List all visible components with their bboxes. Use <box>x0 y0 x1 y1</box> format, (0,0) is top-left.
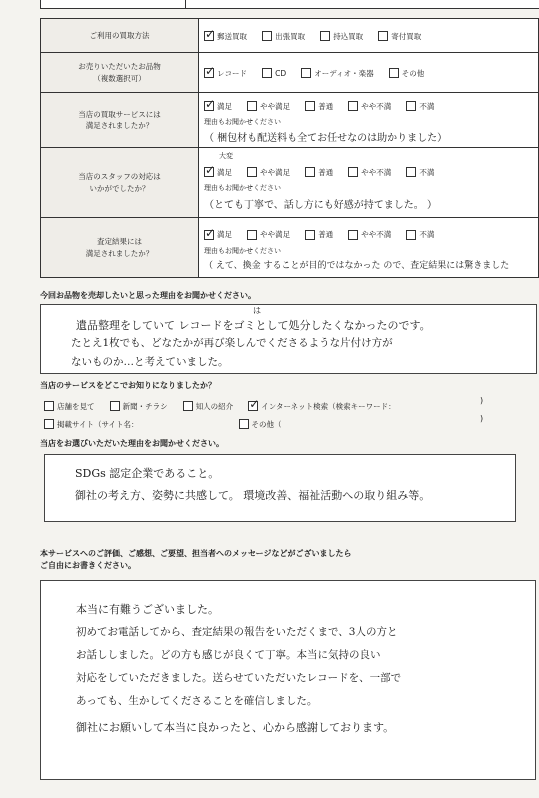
handwritten-answer: （とても丁寧で、話し方にも好感が持てました。 ） <box>204 200 437 211</box>
checkbox[interactable] <box>348 230 358 240</box>
option-somewhat-satisfied[interactable]: やや満足 <box>247 167 290 178</box>
option-dissatisfied[interactable]: 不満 <box>406 229 434 240</box>
checkbox[interactable] <box>378 31 388 41</box>
question-label: お売りいただいたお品物 （複数選択可） <box>41 53 199 93</box>
choice-reason-box <box>44 454 516 522</box>
option-referral[interactable]: 知人の紹介 <box>183 401 234 412</box>
question-label: 当店のスタッフの対応は いかがでしたか？ <box>41 148 199 218</box>
option-normal[interactable]: 普通 <box>305 101 333 112</box>
checkbox[interactable] <box>406 167 416 177</box>
option-record[interactable]: ✓ レコード <box>204 68 247 79</box>
option-visit[interactable]: 出張買取 <box>262 31 305 42</box>
top-table-edge <box>40 0 539 9</box>
option-somewhat-satisfied[interactable]: やや満足 <box>247 101 290 112</box>
option-normal[interactable]: 普通 <box>305 229 333 240</box>
sell-reason-box <box>40 304 537 374</box>
option-mail[interactable]: ✓ 郵送買取 <box>204 31 247 42</box>
checkbox[interactable] <box>204 230 214 240</box>
checkbox[interactable] <box>301 68 311 78</box>
checkbox[interactable] <box>248 401 258 411</box>
section-title-message: 本サービスへのご評価、ご感想、ご要望、担当者へのメッセージなどがございましたら <box>40 549 352 558</box>
option-audio[interactable]: オーディオ・楽器 <box>301 68 373 79</box>
checkbox[interactable] <box>406 101 416 111</box>
handwritten-line: 御社にお願いして本当に良かったと、心から感謝しております。 <box>76 721 395 734</box>
row-items <box>41 53 539 93</box>
handwritten-line: 初めてお電話してから、査定結果の報告をいただくまで、3人の方と <box>76 626 398 638</box>
checkbox[interactable] <box>348 167 358 177</box>
checkbox[interactable] <box>44 419 54 429</box>
checkbox[interactable] <box>262 68 272 78</box>
handwritten-line: 御社の考え方、姿勢に共感して。 環境改善、福祉活動への取り組み等。 <box>75 489 431 502</box>
option-cd[interactable]: CD <box>262 68 286 78</box>
handwritten-line: あっても、生かしてくださることを確信しました。 <box>76 695 318 707</box>
handwritten-answer: （ 梱包材も配送料も全てお任せなのは助かりました） <box>204 133 448 144</box>
row-purchase-method <box>41 19 539 53</box>
section-title-sell-reason: 今回お品物を売却したいと思った理由をお聞かせください。 <box>40 291 256 300</box>
survey-table <box>40 18 539 278</box>
handwritten-line: ないものか…と考えていました。 <box>71 356 229 368</box>
option-satisfied[interactable]: ✓ 満足 <box>204 167 232 178</box>
option-listing-site[interactable]: 掲載サイト（サイト名： <box>44 419 138 430</box>
question-label: 査定結果には 満足されましたか？ <box>41 218 199 278</box>
handwritten-line: お話ししました。どの方も感じが良くて丁寧。本当に気持の良い <box>76 649 381 661</box>
handwritten-line: 対応をしていただきました。送らせていただいたレコードを、一部で <box>76 672 402 684</box>
handwritten-line: たとえ1枚でも、どなたかが再び楽しんでくださるような片付け方が <box>71 337 393 349</box>
checkbox[interactable] <box>320 31 330 41</box>
checkbox[interactable] <box>305 101 315 111</box>
option-satisfied[interactable]: ✓ 満足 <box>204 229 232 240</box>
checkbox[interactable] <box>247 101 257 111</box>
row-appraisal-satisfaction <box>41 218 539 278</box>
source-options-row2 <box>44 414 534 433</box>
checkbox[interactable] <box>204 31 214 41</box>
option-somewhat-dissatisfied[interactable]: やや不満 <box>348 101 391 112</box>
checkbox[interactable] <box>305 167 315 177</box>
reason-label: 理由もお聞かせください <box>204 184 281 192</box>
checkbox[interactable] <box>406 230 416 240</box>
checkbox[interactable] <box>183 401 193 411</box>
option-normal[interactable]: 普通 <box>305 167 333 178</box>
close-paren: ) <box>480 396 484 405</box>
checkbox[interactable] <box>110 401 120 411</box>
checkbox[interactable] <box>305 230 315 240</box>
question-label: 当店の買取サービスには 満足されましたか？ <box>41 93 199 148</box>
row-staff-satisfaction <box>41 148 539 218</box>
close-paren: ) <box>480 414 484 423</box>
checkbox[interactable] <box>247 167 257 177</box>
option-dissatisfied[interactable]: 不満 <box>406 101 434 112</box>
handwritten-line: 本当に有難うございました。 <box>76 603 219 616</box>
checkbox[interactable] <box>389 68 399 78</box>
section-title-choice-reason: 当店をお選びいただいた理由をお聞かせください。 <box>40 439 224 448</box>
row-service-satisfaction <box>41 93 539 148</box>
option-other[interactable]: その他 <box>389 68 425 79</box>
option-internet-search[interactable]: ✓ インターネット検索（検索キーワード： <box>248 401 395 412</box>
message-box <box>40 580 536 780</box>
handwritten-line: SDGs 認定企業であること。 <box>75 467 220 480</box>
reason-label: 理由もお聞かせください <box>204 118 281 126</box>
option-somewhat-dissatisfied[interactable]: やや不満 <box>348 229 391 240</box>
checkbox[interactable] <box>204 167 214 177</box>
checkbox[interactable] <box>204 101 214 111</box>
checkbox[interactable] <box>239 419 249 429</box>
handwritten-line: 遺品整理をしていて レコードをゴミとして処分したくなかったのです。 <box>76 319 431 332</box>
checkbox[interactable] <box>204 68 214 78</box>
reason-label: 理由もお聞かせください <box>204 246 281 255</box>
option-newspaper[interactable]: 新聞・チラシ <box>110 401 168 412</box>
question-label: ご利用の買取方法 <box>41 19 199 53</box>
section-title-message-2: ご自由にお書きください。 <box>40 561 136 570</box>
top-table-divider <box>185 0 186 8</box>
handwritten-annotation: は <box>253 306 261 315</box>
handwritten-answer: （ えて、換金 することが目的ではなかった ので、査定結果には驚きました <box>204 260 510 271</box>
handwritten-annotation: 大変 <box>219 152 233 160</box>
option-other[interactable]: その他（ <box>239 419 282 430</box>
option-bring[interactable]: 持込買取 <box>320 31 363 42</box>
checkbox[interactable] <box>247 230 257 240</box>
option-somewhat-dissatisfied[interactable]: やや不満 <box>348 167 391 178</box>
option-dissatisfied[interactable]: 不満 <box>406 167 434 178</box>
checkbox[interactable] <box>262 31 272 41</box>
section-title-source: 当店のサービスをどこでお知りになりましたか？ <box>40 381 216 390</box>
checkbox[interactable] <box>348 101 358 111</box>
option-store[interactable]: 店舗を見て <box>44 401 95 412</box>
option-satisfied[interactable]: ✓ 満足 <box>204 101 232 112</box>
option-donate[interactable]: 寄付買取 <box>378 31 421 42</box>
checkbox[interactable] <box>44 401 54 411</box>
source-options-row1 <box>44 396 534 415</box>
option-somewhat-satisfied[interactable]: やや満足 <box>247 229 290 240</box>
